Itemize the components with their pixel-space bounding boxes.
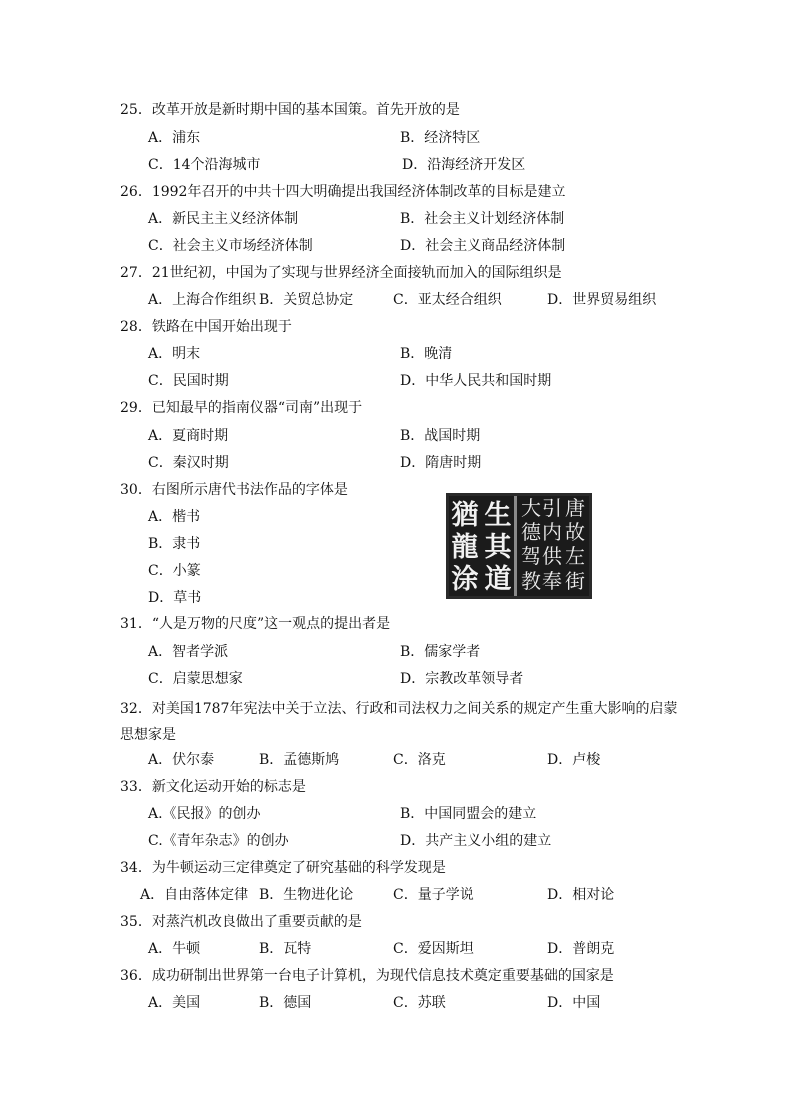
calligraphy-char: 左: [565, 544, 585, 568]
q35-option-a[interactable]: A．牛顿: [148, 941, 201, 957]
q25-option-d[interactable]: D．沿海经济开发区: [402, 157, 526, 173]
q31-option-b[interactable]: B．儒家学者: [400, 644, 481, 660]
q26-option-d[interactable]: D．社会主义商品经济体制: [400, 238, 566, 254]
question-36-stem: 36．成功研制出世界第一台电子计算机，为现代信息技术奠定重要基础的国家是: [120, 968, 614, 984]
q27-option-d[interactable]: D．世界贸易组织: [547, 292, 657, 308]
calligraphy-char: 涂: [451, 564, 479, 595]
q36-option-a[interactable]: A．美国: [148, 995, 201, 1011]
q30-option-d[interactable]: D．草书: [148, 590, 202, 606]
q28-option-b[interactable]: B．晚清: [400, 346, 453, 362]
q35-option-c[interactable]: C．爱因斯坦: [393, 941, 474, 957]
q32-option-d[interactable]: D．卢梭: [547, 752, 601, 768]
q30-option-a[interactable]: A．楷书: [148, 509, 201, 525]
q34-option-d[interactable]: D．相对论: [547, 887, 615, 903]
question-26-stem: 26．1992年召开的中共十四大明确提出我国经济体制改革的目标是建立: [120, 184, 566, 200]
q29-option-c[interactable]: C．秦汉时期: [148, 455, 229, 471]
calligraphy-char: 内: [542, 520, 562, 544]
calligraphy-image: [446, 493, 592, 599]
calligraphy-char: 奉: [542, 569, 562, 593]
q25-option-c[interactable]: C．14个沿海城市: [148, 157, 261, 173]
q34-option-a[interactable]: A．自由落体定律: [140, 887, 249, 903]
q25-option-a[interactable]: A．浦东: [148, 130, 201, 146]
q29-option-a[interactable]: A．夏商时期: [148, 428, 229, 444]
calligraphy-char: 生: [484, 500, 512, 531]
calligraphy-char: 唐: [565, 496, 585, 520]
calligraphy-char: 德: [521, 520, 541, 544]
q33-option-c[interactable]: C.《青年杂志》的创办: [148, 833, 289, 849]
question-31-stem: 31．“人是万物的尺度”这一观点的提出者是: [120, 616, 391, 632]
calligraphy-char: 驾: [521, 544, 541, 568]
q26-option-b[interactable]: B．社会主义计划经济体制: [400, 211, 565, 227]
q25-option-b[interactable]: B．经济特区: [400, 130, 481, 146]
q35-option-b[interactable]: B．瓦特: [259, 941, 312, 957]
q28-option-d[interactable]: D．中华人民共和国时期: [400, 373, 552, 389]
q27-option-b[interactable]: B．关贸总协定: [259, 292, 354, 308]
q32-option-b[interactable]: B．孟德斯鸠: [259, 752, 340, 768]
q36-option-b[interactable]: B．德国: [259, 995, 312, 1011]
calligraphy-char: 道: [484, 564, 512, 595]
q33-option-b[interactable]: B．中国同盟会的建立: [400, 806, 537, 822]
calligraphy-char: 供: [542, 544, 562, 568]
calligraphy-char: 其: [484, 532, 512, 563]
calligraphy-char: 大: [521, 496, 541, 520]
question-30-stem: 30．右图所示唐代书法作品的字体是: [120, 482, 348, 498]
q27-option-c[interactable]: C．亚太经合组织: [393, 292, 502, 308]
q31-option-a[interactable]: A．智者学派: [148, 644, 229, 660]
q26-option-a[interactable]: A．新民主主义经济体制: [148, 211, 299, 227]
question-33-stem: 33．新文化运动开始的标志是: [120, 779, 306, 795]
q26-option-c[interactable]: C．社会主义市场经济体制: [148, 238, 313, 254]
question-27-stem: 27．21世纪初，中国为了实现与世界经济全面接轨而加入的国际组织是: [120, 265, 562, 281]
q36-option-d[interactable]: D．中国: [547, 995, 601, 1011]
q34-option-c[interactable]: C．量子学说: [393, 887, 474, 903]
q32-option-a[interactable]: A．伏尔泰: [148, 752, 215, 768]
question-29-stem: 29．已知最早的指南仪器“司南”出现于: [120, 400, 363, 416]
q32-option-c[interactable]: C．洛克: [393, 752, 446, 768]
q29-option-b[interactable]: B．战国时期: [400, 428, 481, 444]
calligraphy-char: 故: [565, 520, 585, 544]
calligraphy-char: 教: [521, 569, 541, 593]
question-34-stem: 34．为牛顿运动三定律奠定了研究基础的科学发现是: [120, 860, 446, 876]
q31-option-c[interactable]: C．启蒙思想家: [148, 671, 243, 687]
q30-option-c[interactable]: C．小篆: [148, 563, 201, 579]
q36-option-c[interactable]: C．苏联: [393, 995, 446, 1011]
question-35-stem: 35．对蒸汽机改良做出了重要贡献的是: [120, 914, 362, 930]
q33-option-d[interactable]: D．共产主义小组的建立: [400, 833, 552, 849]
question-32-stem: 32．对美国1787年宪法中关于立法、行政和司法权力之间关系的规定产生重大影响的启蒙思想家是: [120, 701, 678, 743]
calligraphy-char: 引: [542, 496, 562, 520]
q28-option-a[interactable]: A．明末: [148, 346, 201, 362]
q29-option-d[interactable]: D．隋唐时期: [400, 455, 482, 471]
q31-option-d[interactable]: D．宗教改革领导者: [400, 671, 524, 687]
question-25-stem: 25．改革开放是新时期中国的基本国策。首先开放的是: [120, 102, 460, 118]
q35-option-d[interactable]: D．普朗克: [547, 941, 615, 957]
question-28-stem: 28．铁路在中国开始出现于: [120, 319, 292, 335]
calligraphy-char: 龍: [451, 532, 479, 563]
calligraphy-figure: [446, 493, 592, 599]
calligraphy-char: 猶: [451, 500, 479, 531]
calligraphy-char: 街: [565, 569, 585, 593]
q28-option-c[interactable]: C．民国时期: [148, 373, 229, 389]
q33-option-a[interactable]: A.《民报》的创办: [148, 806, 261, 822]
q30-option-b[interactable]: B．隶书: [148, 536, 201, 552]
q27-option-a[interactable]: A．上海合作组织: [148, 292, 257, 308]
q34-option-b[interactable]: B．生物进化论: [259, 887, 354, 903]
